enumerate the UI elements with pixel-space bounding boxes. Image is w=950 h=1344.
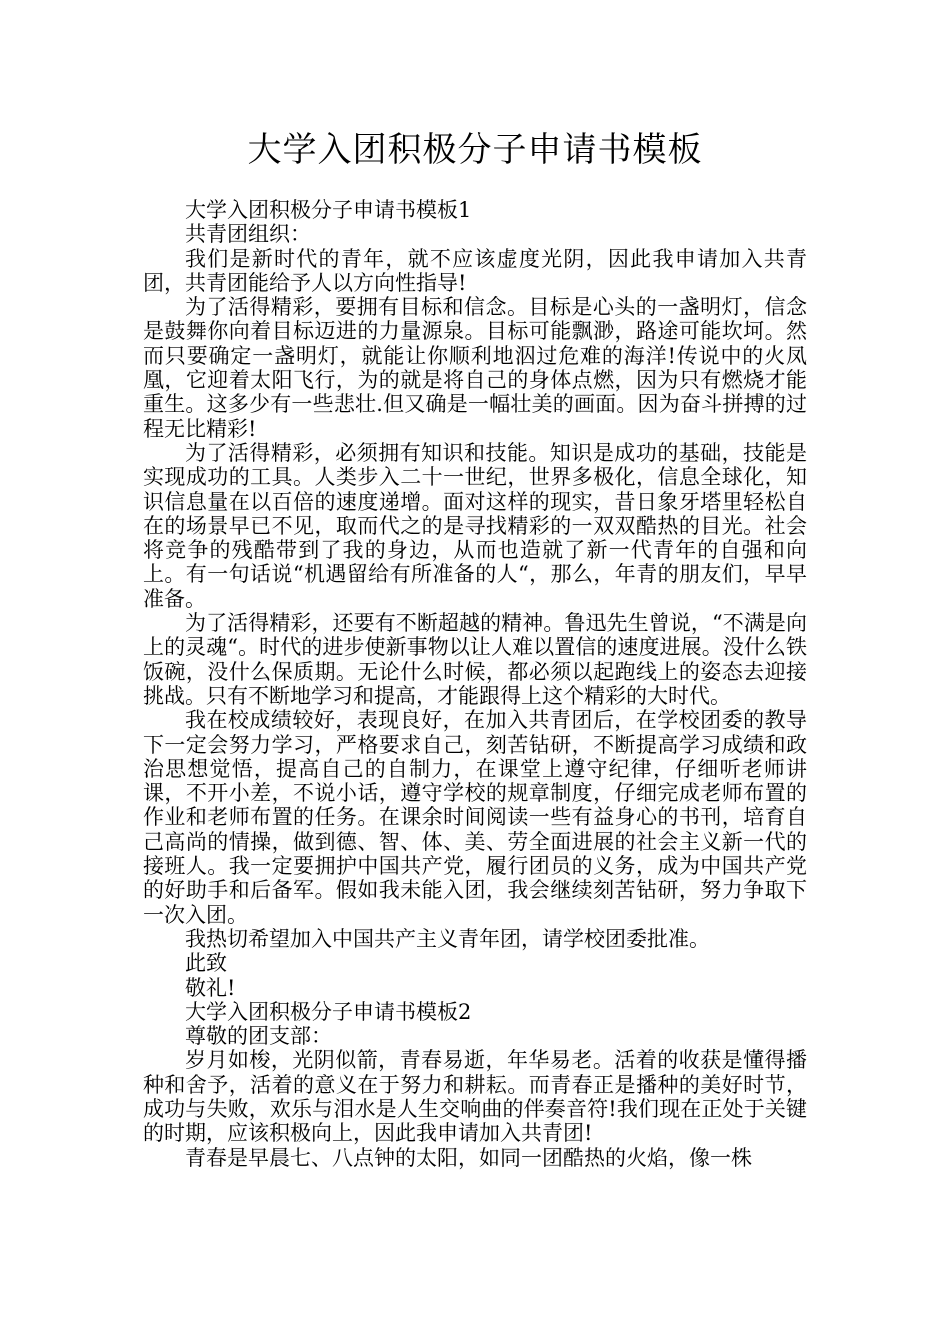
document-title: 大学入团积极分子申请书模板 (247, 130, 703, 170)
closing-regards: 敬礼! (185, 975, 236, 1000)
body-paragraph: 我在校成绩较好，表现良好，在加入共青团后，在学校团委的教导下一定会努力学习，严格要求自己，刻苦钻研，不断提高学习成绩和政治思想觉悟，提高自己的自制力，在课堂上遵守纪律，仔细听老师讲课，不开小差，不说小话，遵守学校的规章制度，仔细完成老师布置的作业和老师布置的任务。在课余时间阅读一些有益身心的书刊，培育自己高尚的情操，做到德、智、体、美、劳全面进展的社会主义新一代的接班人。我一定要拥护中国共产党，履行团员的义务，成为中国共产党的好助手和后备军。假如我未能入团，我会继续刻苦钻研，努力争取下一次入团。 (143, 708, 807, 927)
body-paragraph: 我热切希望加入中国共产主义青年团，请学校团委批准。 (185, 926, 710, 951)
body-paragraph: 青春是早晨七、八点钟的太阳，如同一团酷热的火焰，像一株 (185, 1145, 752, 1170)
section-heading-2: 大学入团积极分子申请书模板2 (185, 999, 472, 1024)
salutation-1: 共青团组织： (185, 222, 311, 247)
body-paragraph: 为了活得精彩，还要有不断超越的精神。鲁迅先生曾说，“不满是向上的灵魂“。时代的进步使新事物以让人难以置信的速度进展。没什么铁饭碗，没什么保质期。无论什么时候，都必须以起跑线上的姿态去迎接挑战。只有不断地学习和提高，才能跟得上这个精彩的大时代。 (143, 611, 807, 708)
body-paragraph: 为了活得精彩，要拥有目标和信念。目标是心头的一盏明灯，信念是鼓舞你向着目标迈进的力量源泉。目标可能飘渺，路途可能坎坷。然而只要确定一盏明灯，就能让你顺利地泅过危难的海洋!传说中的火凤凰，它迎着太阳飞行，为的就是将自己的身体点燃，因为只有燃烧才能重生。这多少有一些悲壮.但又确是一幅壮美的画面。因为奋斗拼搏的过程无比精彩! (143, 295, 807, 441)
body-paragraph: 我们是新时代的青年，就不应该虚度光阴，因此我申请加入共青团，共青团能给予人以方向性指导! (143, 246, 807, 295)
salutation-2: 尊敬的团支部： (185, 1024, 332, 1049)
body-paragraph: 为了活得精彩，必须拥有知识和技能。知识是成功的基础，技能是实现成功的工具。人类步入二十一世纪，世界多极化，信息全球化，知识信息量在以百倍的速度递增。面对这样的现实，昔日象牙塔里轻松自在的场景早已不见，取而代之的是寻找精彩的一双双酷热的目光。社会将竞争的残酷带到了我的身边，从而也造就了新一代青年的自强和向上。有一句话说“机遇留给有所准备的人“，那么，年青的朋友们，早早准备。 (143, 440, 807, 611)
closing-line: 此致 (185, 951, 227, 976)
section-heading-1: 大学入团积极分子申请书模板1 (185, 198, 472, 222)
body-paragraph: 岁月如梭，光阴似箭，青春易逝，年华易老。活着的收获是懂得播种和舍予，活着的意义在于努力和耕耘。而青春正是播种的美好时节，成功与失败，欢乐与泪水是人生交响曲的伴奏音符!我们现在正处于关键的时期，应该积极向上，因此我申请加入共青团! (143, 1048, 807, 1146)
document-body (143, 198, 807, 1170)
